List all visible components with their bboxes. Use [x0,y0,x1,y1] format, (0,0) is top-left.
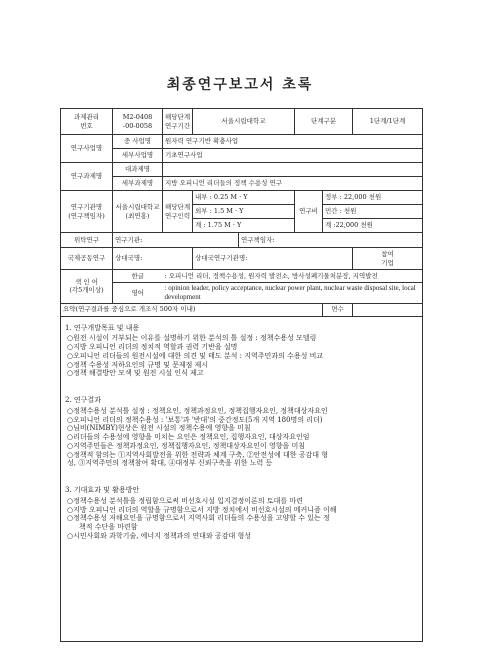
pages-value [353,303,423,316]
sec2-item: ○정책수용성 분석틀 설정 : 정책요인, 정책과정요인, 정책집행자요인, 정책대상자요인 [67,406,328,415]
personnel-internal: 내부 : 0.25 M · Y [193,191,295,205]
summary-label: 요약(연구결과를 중심으로 개조식 500자 이내) [61,303,323,316]
sec2-heading: 2. 연구결과 [65,396,101,404]
sec1-item: ○정책 수용성 저하요인의 규명 및 문제점 제시 [67,360,209,369]
personnel-external: 외부 : 1.5 M · Y [193,205,295,219]
fund-private: 민간 : 천원 [323,205,423,219]
sec3-item: 책적 수단을 마련함 [79,523,138,531]
detail-task-label: 세부과제명 [113,177,163,191]
keywords-label: 색 인 어 (각5개이상) [61,270,113,304]
big-task-label: 대과제명 [113,163,163,177]
fund-total: 계 :22,000 천원 [323,219,423,233]
keywords-en: : opinion leader, policy acceptance, nuclear power plant, nuclear waste disposal site, local development [163,283,423,304]
sec1-item: ○지방 오피니언 리더의 정치적 역할과 권력 기반을 설명 [67,343,238,351]
sec2-item: ○오피니언 리더의 정책수용성 : '보통'과 '반대'의 중간정도(5개 지역 180명의 리더) [67,415,323,424]
summary-body [61,316,423,641]
lead-org-label: 연구기관명 (연구책임자) [61,191,113,233]
sec1-item: ○오피니언 리더들의 원전시설에 대한 의견 및 태도 분석 : 지역주민과의 수용성 비교 [67,351,324,360]
sub-project-value: 기초연구사업 [163,149,423,163]
inst-label: 해당단계 연구기간 [163,109,193,135]
mid-project-value: 원자력 연구기반 확충사업 [163,135,423,149]
sub-project-label: 세부사업명 [113,149,163,163]
sec1-item: ○정책 해결방안 모색 및 원전 시설 인식 제고 [67,369,204,378]
keywords-ko: : 오피니언 리더, 정책수용성, 원자력 발전소, 방사성폐기물처분장, 지역발전 [163,270,423,283]
sec2-item: ○정책적 함의는 ①지역사회발전을 위한 전략과 체계 구축, ②안전성에 대한 공감대 형 [67,450,328,459]
detail-task-value: 지방 오피니언 리더들의 정책 수용성 연구 [163,177,423,191]
sec2-item: ○님비(NIMBY)현상은 원전 시설의 정책수용에 영향을 미침 [67,424,251,433]
sec3-item: ○정책수용성 저해요인을 규명함으로서 지역사회 리더들의 수용성을 고양할 수 있는 정 [67,514,330,523]
consign-pi: 연구책임자: [239,233,423,248]
project-label: 연구사업명 [61,135,113,163]
lead-org-value: 서울시립대학교 (최연홍) [113,191,163,233]
sec3-item: ○시민사회와 과학기술, 에너지 정책과의 연대와 공감대 형성 [67,531,251,540]
project-code-label: 과제관리 번호 [61,109,113,135]
fund-label: 연구비 [295,191,323,233]
sec3-heading: 3. 기대효과 및 활용방안 [65,486,140,494]
fund-gov: 정부 : 22,000 천원 [323,191,423,205]
sec3-item: ○지방 오피니언 리더의 역할을 규명함으로서 지방 정치에서 비선호시설의 메커니즘 이해 [67,505,337,514]
consign-org: 연구기관: [113,233,239,248]
report-table [60,108,423,642]
consign-label: 위탁연구 [61,233,113,248]
sec1-heading: 1. 연구개발목표 및 내용 [65,323,140,332]
participating-company-label: 참여 기업 [353,248,423,270]
keywords-ko-label: 한글 [113,270,163,283]
task-label: 연구과제명 [61,163,113,191]
intl-country: 상대국명: [113,248,193,270]
mid-project-label: 중 사업명 [113,135,163,149]
project-code: M2-0408 -00-0058 [113,109,163,135]
phase-label: 단계구분 [295,109,353,135]
intl-org: 상대국연구기관명: [193,248,353,270]
phase-value: 1단계/1단계 [353,109,423,135]
personnel-label: 해당단계 연구인력 [163,191,193,233]
big-task-value [163,163,423,177]
sec1-item: ○원전 시설이 거부되는 이유를 설명하기 위한 분석의 틀 설정 : 정책수용성 모델링 [67,334,317,343]
pages-label: 면수 [323,303,353,316]
inst-value: 서울시립대학교 [193,109,295,135]
sec2-item: ○리더들의 수용성에 영향을 미치는 요인은 정책요인, 집행자요인, 대상자요인임 [67,433,310,441]
keywords-en-label: 영어 [113,283,163,304]
intl-label: 국제공동연구 [61,248,113,270]
personnel-total: 계 : 1.75 M · Y [193,219,295,233]
page-title: 최종연구보고서 초록 [166,77,314,93]
sec2-item: 성, ③지역주민의 정책참여 확대, ④대정부 신뢰구축을 위한 노력 등 [67,459,273,468]
sec2-item: ○지역주민들은 정책과정요인, 정책집행자요인, 정책대상자요인이 영향을 미침 [67,441,306,450]
sec3-item: ○정책수용성 분석틀을 정립함으로써 비선호시설 입지결정이론의 토대를 마련 [67,496,303,505]
